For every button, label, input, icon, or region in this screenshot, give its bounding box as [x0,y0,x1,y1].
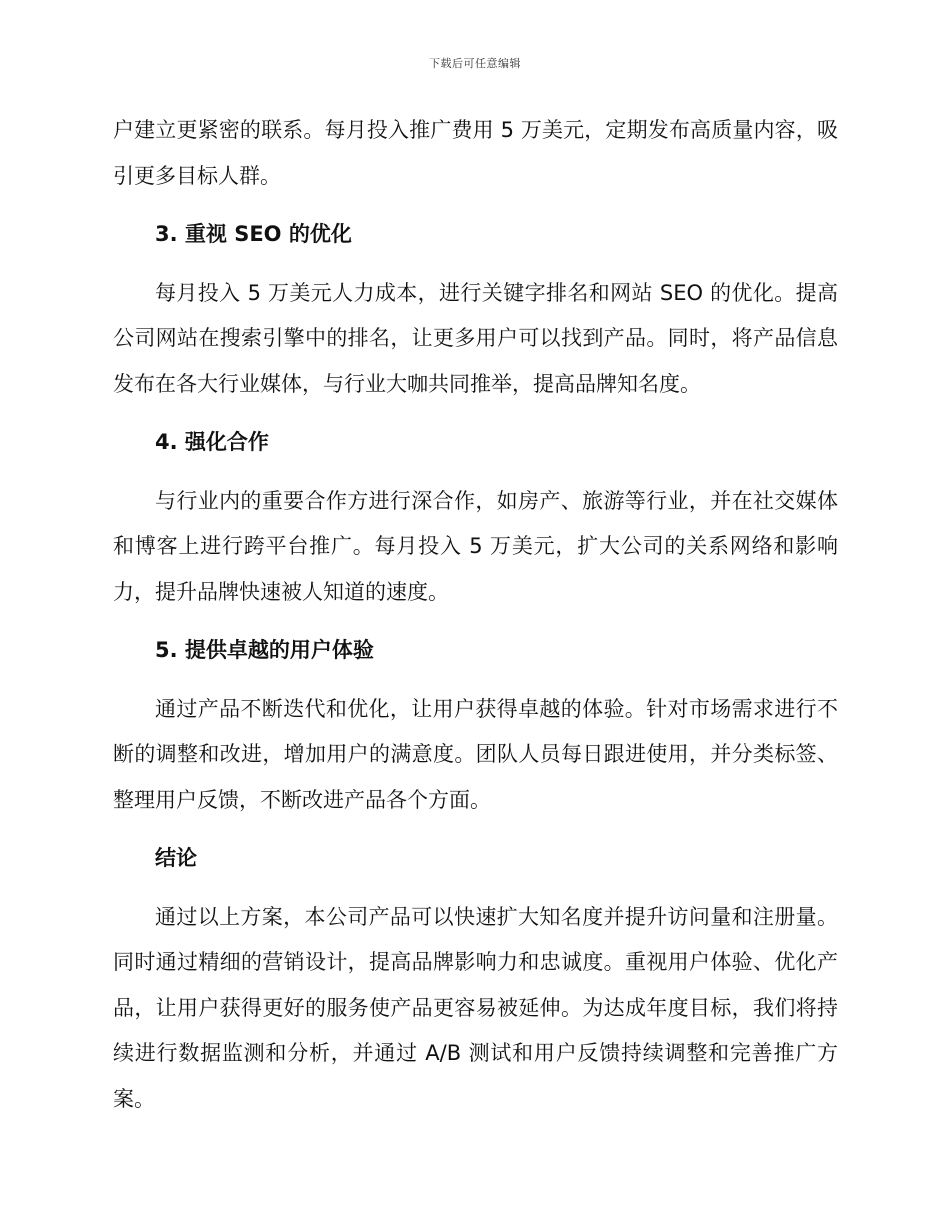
section-heading-conclusion: 结论 [155,846,197,870]
section-body-conclusion: 通过以上方案，本公司产品可以快速扩大知名度并提升访问量和注册量。同时通过精细的营销设计，提高品牌影响力和忠诚度。重视用户体验、优化产品，让用户获得更好的服务使产品更容易被延伸。为达成年度目标，我们将持续进行数据监测和分析，并通过 A/B 测试和用户反馈持续调整和完善推广方案。 [113,904,838,1111]
section-body-cooperation: 与行业内的重要合作方进行深合作，如房产、旅游等行业，并在社交媒体和博客上进行跨平台推广。每月投入 5 万美元，扩大公司的关系网络和影响力，提升品牌快速被人知道的速度。 [113,488,838,604]
section-body-seo: 每月投入 5 万美元人力成本，进行关键字排名和网站 SEO 的优化。提高公司网站在搜索引擎中的排名，让更多用户可以找到产品。同时，将产品信息发布在各大行业媒体，与行业大咖共同推举，提高品牌知名度。 [113,280,838,396]
section-heading-seo: 3. 重视 SEO 的优化 [155,222,352,246]
section-heading-user-experience: 5. 提供卓越的用户体验 [155,638,374,662]
section-body-user-experience: 通过产品不断迭代和优化，让用户获得卓越的体验。针对市场需求进行不断的调整和改进，增加用户的满意度。团队人员每日跟进使用，并分类标签、整理用户反馈，不断改进产品各个方面。 [113,696,838,812]
section-heading-cooperation: 4. 强化合作 [155,430,269,454]
document-body [113,108,838,1122]
intro-paragraph: 户建立更紧密的联系。每月投入推广费用 5 万美元，定期发布高质量内容，吸引更多目标人群。 [113,118,838,188]
header-note: 下载后可任意编辑 [429,57,521,70]
